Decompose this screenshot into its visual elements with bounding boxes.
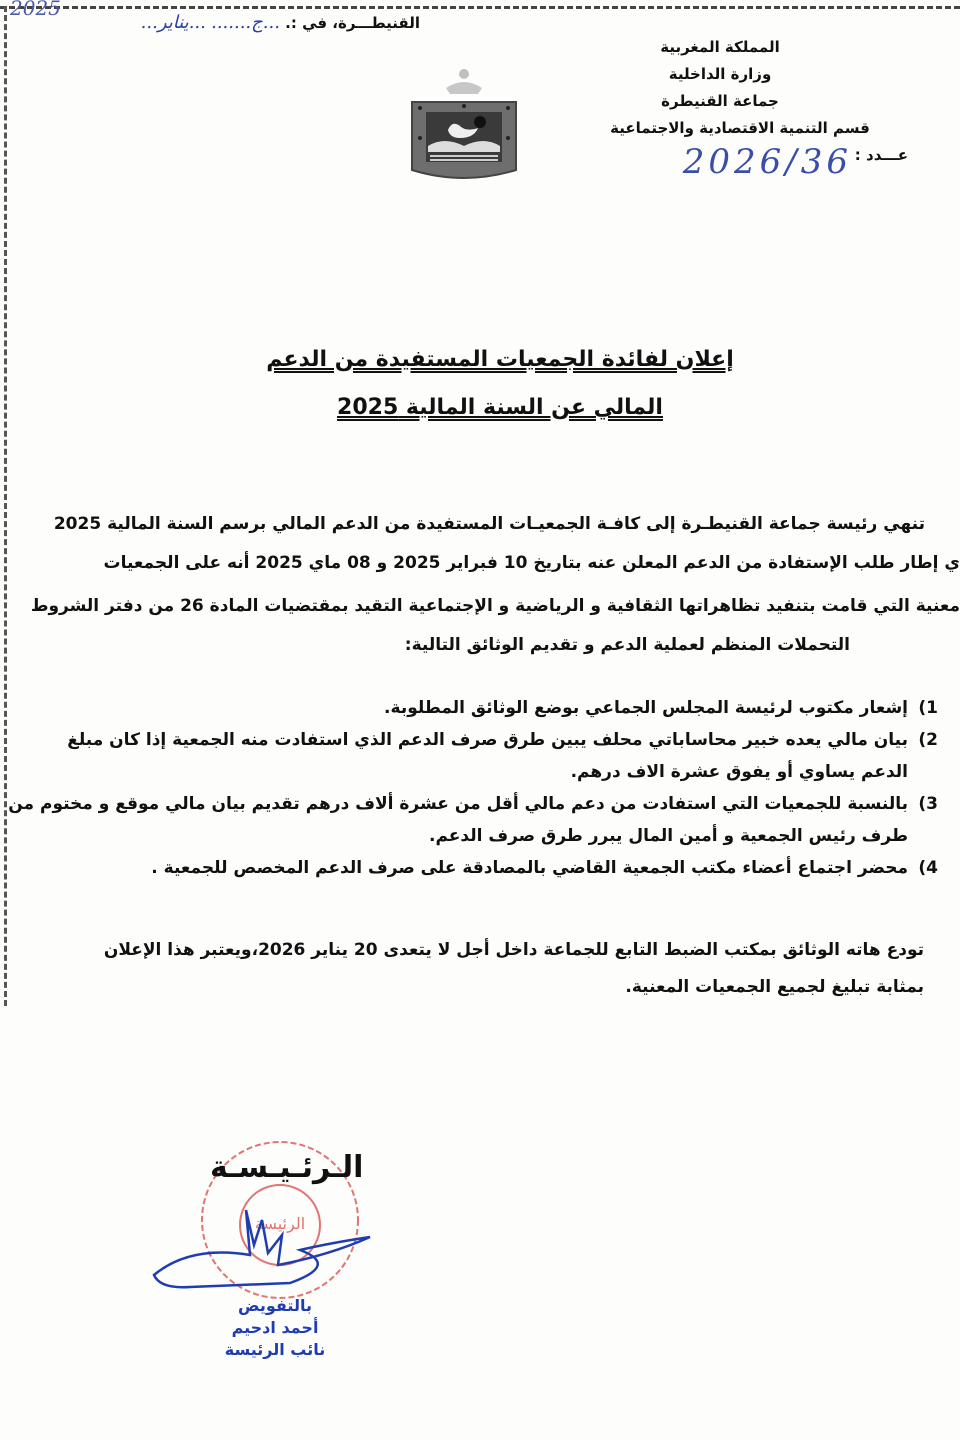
item-text-continued: طرف رئيس الجمعية و أمين المال يبرر طرق صرف الدعم. — [429, 826, 908, 846]
announcement-title — [250, 336, 750, 432]
handwritten-day: ...ج....... — [211, 12, 280, 33]
delegate-name: أحمد ادحيم — [231, 1318, 319, 1337]
reference-number: 2026/36 — [682, 142, 852, 182]
intro-line-2: ي إطار طلب الإستفادة من الدعم المعلن عنه بتاريخ 10 فبراير 2025 و 08 ماي 2025 أنه على الجمعيات — [103, 553, 960, 573]
list-item — [0, 852, 938, 884]
reference-label: عـــدد : — [854, 146, 908, 164]
reference-line — [638, 142, 908, 196]
conditions-line-1: معنية التي قامت بتنفيد تظاهراتها الثقافية و الرياضية و الإجتماعية التقيد بمقتضيات المادة 26 من دفتر الشروط — [30, 596, 960, 616]
conditions-paragraph — [0, 587, 960, 665]
stamp-text: الرئيسة — [254, 1214, 306, 1233]
commune-name: جماعة القنيطرة — [661, 92, 779, 110]
signatory-title: الـرئـيـسـة — [210, 1150, 364, 1185]
delegate-position: نائب الرئيسة — [224, 1340, 326, 1359]
delegation-stamp — [210, 1295, 340, 1361]
signature-scribble-icon — [154, 1210, 370, 1287]
item-text: بالنسبة للجمعيات التي استفادت من دعم مالي أقل من عشرة ألاف درهم تقديم بيان مالي موقع و مختوم من — [8, 794, 908, 814]
item-number: 3) — [918, 794, 938, 814]
item-number: 1) — [918, 698, 938, 718]
list-item — [0, 788, 938, 852]
letterhead — [550, 34, 890, 142]
coat-of-arms-emblem — [408, 62, 520, 186]
title-line-2: المالي عن السنة المالية 2025 — [337, 395, 663, 420]
handwritten-month: ...يناير... — [140, 12, 206, 33]
handwritten-year: 2025 — [10, 0, 61, 20]
kingdom-name: المملكة المغربية — [660, 38, 780, 56]
required-documents-list — [0, 692, 938, 884]
top-dashed-border — [0, 6, 960, 9]
item-text: إشعار مكتوب لرئيسة المجلس الجماعي بوضع الوثائق المطلوبة. — [384, 698, 908, 718]
department-name: قسم التنمية الاقتصادية والاجتماعية — [610, 119, 870, 137]
title-line-1: إعلان لفائدة الجمعيات المستفيدة من الدعم — [266, 347, 734, 372]
closing-paragraph — [0, 932, 924, 1006]
list-item — [0, 692, 938, 724]
date-label: القنيطـــرة، في :. — [279, 14, 420, 32]
ministry-name: وزارة الداخلية — [668, 65, 772, 83]
item-text: محضر اجتماع أعضاء مكتب الجمعية القاضي بالمصادقة على صرف الدعم المخصص للجمعية . — [151, 858, 908, 878]
list-item — [0, 724, 938, 788]
intro-paragraph — [0, 505, 960, 583]
delegation-label: بالتفويض — [238, 1296, 312, 1315]
date-line — [60, 12, 420, 33]
item-number: 4) — [918, 858, 938, 878]
closing-line-1: تودع هاته الوثائق بمكتب الضبط التابع للجماعة داخل أجل لا يتعدى 20 يناير 2026،ويعتبر هذا الإعلان — [103, 940, 924, 960]
conditions-line-2: التحملات المنظم لعملية الدعم و تقديم الوثائق التالية: — [404, 635, 850, 655]
intro-line-1: تنهي رئيسة جماعة القنيطـرة إلى كافـة الجمعيـات المستفيدة من الدعم المالي برسم السنة المالية 2025 — [53, 514, 925, 534]
item-text-continued: الدعم يساوي أو يفوق عشرة الاف درهم. — [570, 762, 908, 782]
crown-icon — [446, 69, 482, 94]
item-number: 2) — [918, 730, 938, 750]
closing-line-2: بمثابة تبليغ لجميع الجمعيات المعنية. — [625, 977, 924, 997]
item-text: بيان مالي يعده خبير محاساباتي محلف يبين طرق صرف الدعم الذي استفادت منه الجمعية إذا كان مبلغ — [67, 730, 908, 750]
